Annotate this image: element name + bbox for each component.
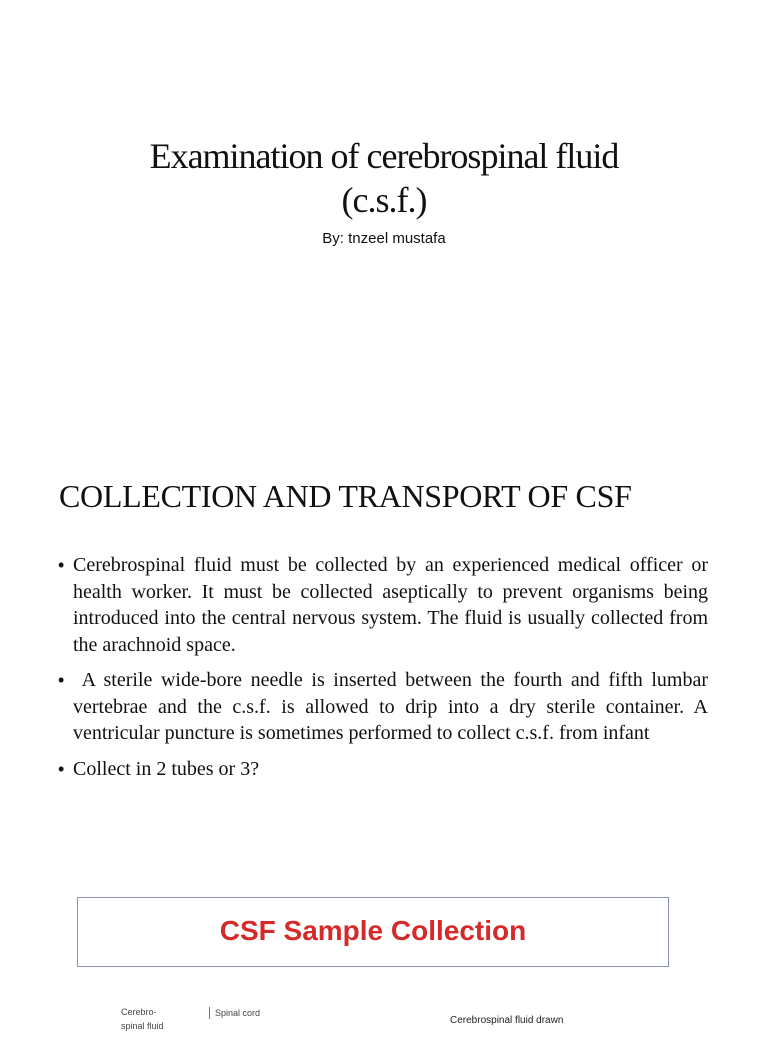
bullet-item <box>58 552 708 658</box>
bullet-item <box>58 667 714 747</box>
sample-collection-banner <box>77 897 669 967</box>
author-byline: By: tnzeel mustafa <box>322 230 446 247</box>
bullet-dot-icon: • <box>58 758 65 779</box>
slide-title-line-1: Examination of cerebrospinal fluid <box>149 136 619 176</box>
diagram-label-cerebro: Cerebro- <box>121 1007 157 1017</box>
bullet-dot-icon: • <box>58 555 65 575</box>
section-heading: COLLECTION AND TRANSPORT OF CSF <box>59 478 632 514</box>
diagram-label-spinal-cord: Spinal cord <box>215 1008 261 1018</box>
diagram-label-fluid-drawn: Cerebrospinal fluid drawn <box>450 1015 564 1026</box>
bullet-text: Collect in 2 tubes or 3? <box>73 757 260 780</box>
slide-title-line-2: (c.s.f.) <box>341 180 427 220</box>
title-slide <box>0 0 768 440</box>
diagram-label-cerebro-cut-text: spinal fluid <box>121 1021 164 1031</box>
banner-title: CSF Sample Collection <box>219 915 527 946</box>
bullet-text: Cerebrospinal fluid must be collected by an experienced medical officer or health worker. It must be collected aseptically to prevent organisms being introduced into the central nervous system. The fluid is usually collected from the arachnoid space. <box>73 554 708 656</box>
bullet-dot-icon: • <box>58 670 65 690</box>
bullet-list <box>58 552 714 791</box>
content-slide <box>0 440 768 1031</box>
bullet-item <box>58 756 708 783</box>
diagram-leader-line <box>209 1007 210 1019</box>
diagram-label-cerebro-cut <box>121 1019 183 1031</box>
bullet-text: A sterile wide-bore needle is inserted between the fourth and fifth lumbar vertebrae and the c.s.f. is allowed to drip into a dry sterile container. A ventricular puncture is sometimes performed to collect c.s.f. from infant <box>73 669 714 744</box>
